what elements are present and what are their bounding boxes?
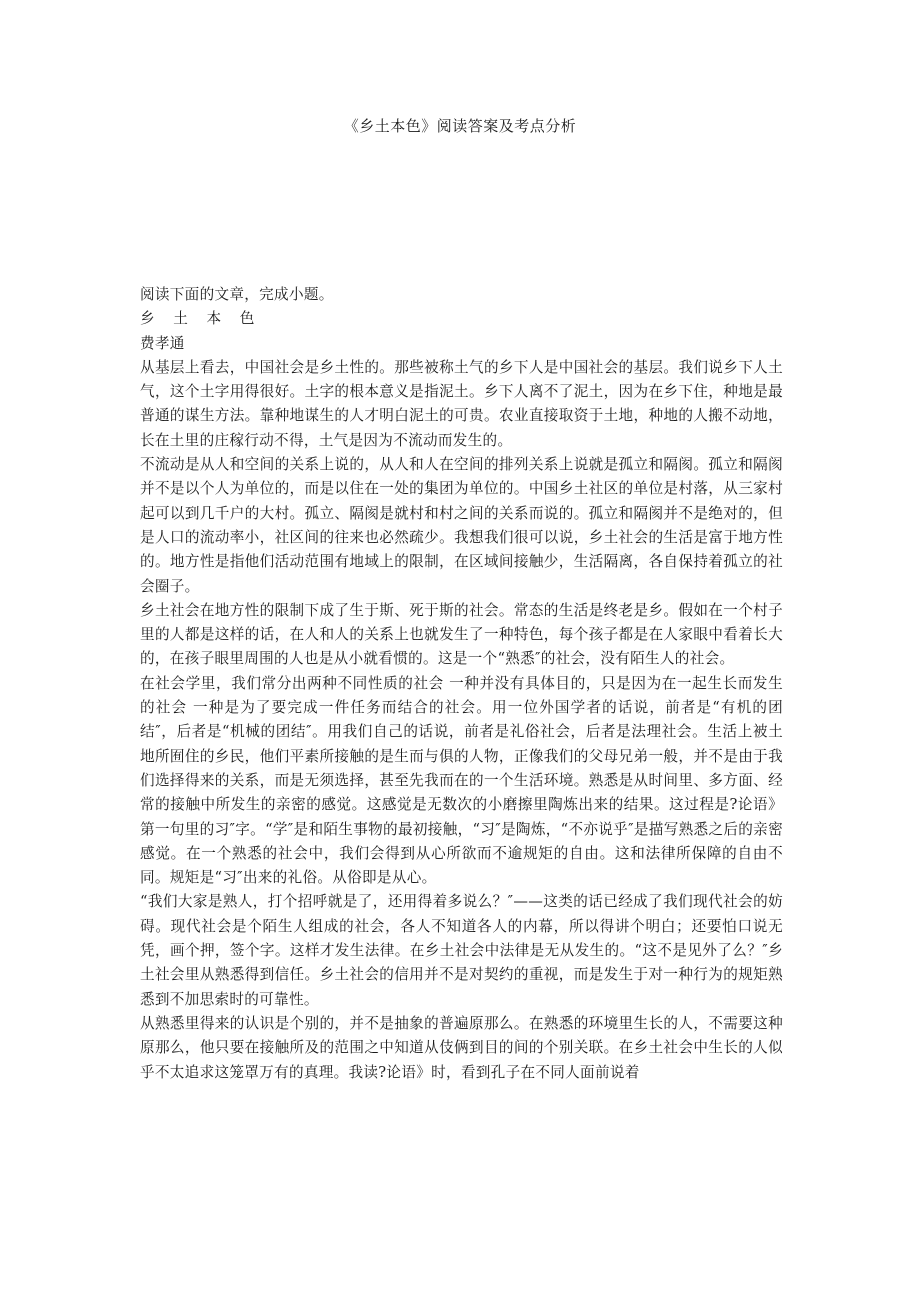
paragraph-2: 不流动是从人和空间的关系上说的，从人和人在空间的排列关系上说就是孤立和隔阂。孤立和隔阂并不是以个人为单位的，而是以住在一处的集团为单位的。中国乡土社区的单位是村落，从三家村起可以到几千户的大村。孤立、隔阂是就村和村之间的关系而说的。孤立和隔阂并不是绝对的，但是人口的流动率小，社区间的往来也必然疏少。我想我们很可以说，乡土社会的生活是富于地方性的。地方性是指他们活动范围有地域上的限制，在区域间接触少，生活隔离，各自保持着孤立的社会圈子。	[140, 456, 783, 595]
article-author: 费孝通	[140, 334, 185, 352]
paragraph-6: 从熟悉里得来的认识是个别的，并不是抽象的普遍原那么。在熟悉的环境里生长的人，不需要这种原那么，他只要在接触所及的范围之中知道从伎俩到目的间的个别关联。在乡土社会中生长的人似乎不太追求这笼罩万有的真理。我读?论语》时，看到孔子在不同人面前说着	[140, 1014, 783, 1081]
paragraph-3: 乡土社会在地方性的限制下成了生于斯、死于斯的社会。常态的生活是终老是乡。假如在一个村子里的人都是这样的话，在人和人的关系上也就发生了一种特色，每个孩子都是在人家眼中看着长大的，在孩子眼里周围的人也是从小就看惯的。这是一个“熟悉″的社会，没有陌生人的社会。	[140, 601, 783, 668]
instruction-text: 阅读下面的文章，完成小题。	[140, 286, 334, 303]
paragraph-4: 在社会学里，我们常分出两种不同性质的社会 一种并没有具体目的，只是因为在一起生长而发生的社会 一种是为了要完成一件任务而结合的社会。用一位外国学者的话说，前者是“有机的团结″，后者是“机械的团结″。用我们自己的话说，前者是礼俗社会，后者是法理社会。生活上被土地所囿住的乡民，他们平素所接触的是生而与俱的人物，正像我们的父母兄弟一般，并不是由于我们选择得来的关系，而是无须选择，甚至先我而在的一个生活环境。熟悉是从时间里、多方面、经常的接触中所发生的亲密的感觉。这感觉是无数次的小磨擦里陶炼出来的结果。这过程是?论语》第一句里的习″字。“学″是和陌生事物的最初接触，“习″是陶炼，“不亦说乎″是描写熟悉之后的亲密感觉。在一个熟悉的社会中，我们会得到从心所欲而不逾规矩的自由。这和法律所保障的自由不同。规矩是“习″出来的礼俗。从俗即是从心。	[140, 674, 783, 887]
paragraph-5: “我们大家是熟人，打个招呼就是了，还用得着多说么？″——这类的话已经成了我们现代社会的妨碍。现代社会是个陌生人组成的社会，各人不知道各人的内幕，所以得讲个明白；还要怕口说无凭，画个押，签个字。这样才发生法律。在乡土社会中法律是无从发生的。“这不是见外了么？″乡土社会里从熟悉得到信任。乡土社会的信用并不是对契约的重视，而是发生于对一种行为的规矩熟悉到不加思索时的可靠性。	[140, 893, 783, 1008]
paragraph-1: 从基层上看去，中国社会是乡土性的。那些被称土气的乡下人是中国社会的基层。我们说乡下人土气，这个土字用得很好。土字的根本意义是指泥土。乡下人离不了泥土，因为在乡下住，种地是最普通的谋生方法。靠种地谋生的人才明白泥土的可贵。农业直接取资于土地，种地的人搬不动地，长在土里的庄稼行动不得，土气是因为不流动而发生的。	[140, 358, 783, 449]
document-title: 《乡土本色》阅读答案及考点分析	[343, 117, 577, 135]
document-body	[140, 283, 783, 1085]
article-title: 乡 土 本 色	[140, 310, 262, 328]
